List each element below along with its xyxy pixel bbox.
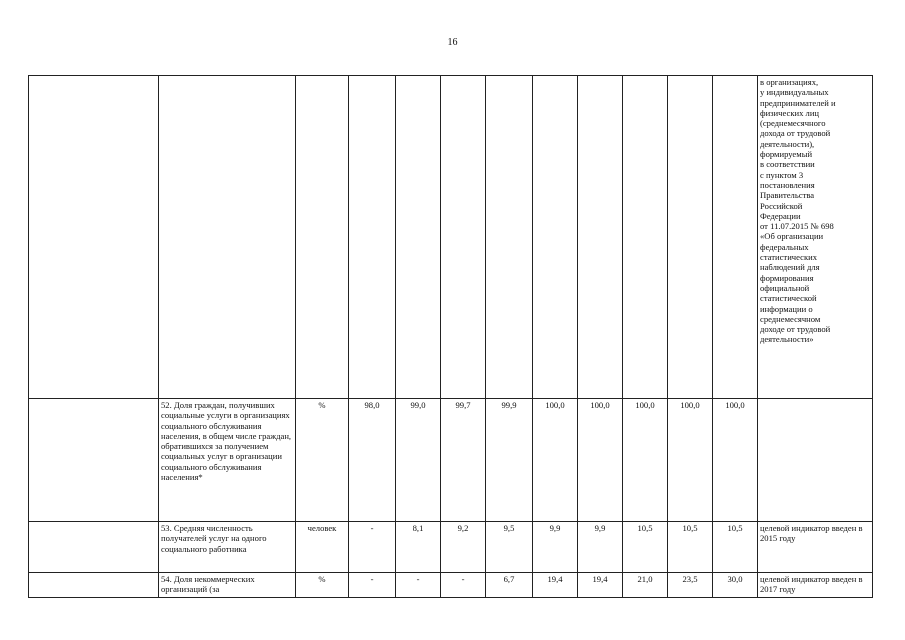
indicator-cell — [159, 76, 296, 399]
value-cell: 10,5 — [713, 522, 758, 573]
value-cell — [441, 76, 486, 399]
value-cell: - — [396, 573, 441, 598]
value-cell: 21,0 — [623, 573, 668, 598]
value-cell: 9,9 — [578, 522, 623, 573]
note-cell: целевой индикатор введен в 2015 году — [758, 522, 873, 573]
value-cell — [533, 76, 578, 399]
value-cell: - — [349, 573, 396, 598]
value-cell: 100,0 — [578, 399, 623, 522]
indicators-table — [28, 75, 873, 598]
value-cell: 9,5 — [486, 522, 533, 573]
note-cell — [758, 76, 873, 399]
section-cell — [29, 76, 159, 399]
value-cell — [349, 76, 396, 399]
value-cell: 99,0 — [396, 399, 441, 522]
value-cell: 6,7 — [486, 573, 533, 598]
value-cell: 9,9 — [533, 522, 578, 573]
value-cell: - — [441, 573, 486, 598]
value-cell: 30,0 — [713, 573, 758, 598]
value-cell: 19,4 — [578, 573, 623, 598]
value-cell: 8,1 — [396, 522, 441, 573]
value-cell: 19,4 — [533, 573, 578, 598]
unit-cell: человек — [296, 522, 349, 573]
value-cell: - — [349, 522, 396, 573]
table-row-54 — [29, 573, 873, 598]
value-cell: 10,5 — [668, 522, 713, 573]
note-text: в организациях, у индивидуальных предпринимателей и физических лиц (среднемесячного дохода от трудовой деятельности), формируемый в соответствии с пунктом 3 постановления Правительства Российской Федерации от 11.07.2015 № 698 «Об организации федеральных статистических наблюдений для формирования официальной статистической информации о среднемесячном доходе от трудовой деятельности» — [760, 77, 836, 345]
note-cell — [758, 399, 873, 522]
note-cell: целевой индикатор введен в 2017 году — [758, 573, 873, 598]
indicator-cell: 53. Средняя численность получателей услуг на одного социального работника — [159, 522, 296, 573]
section-cell — [29, 573, 159, 598]
value-cell — [578, 76, 623, 399]
value-cell — [668, 76, 713, 399]
indicator-cell: 54. Доля некоммерческих организаций (за — [159, 573, 296, 598]
value-cell — [486, 76, 533, 399]
value-cell — [713, 76, 758, 399]
value-cell — [396, 76, 441, 399]
table-row-53 — [29, 522, 873, 573]
value-cell: 99,7 — [441, 399, 486, 522]
value-cell: 99,9 — [486, 399, 533, 522]
unit-cell: % — [296, 573, 349, 598]
value-cell: 10,5 — [623, 522, 668, 573]
table-row-52 — [29, 399, 873, 522]
indicator-cell: 52. Доля граждан, получивших социальные услуги в организациях социального обслуживания населения, в общем числе граждан, обратившихся за получением социальных услуг в организации социального обслуживания населения* — [159, 399, 296, 522]
value-cell: 100,0 — [713, 399, 758, 522]
value-cell: 100,0 — [533, 399, 578, 522]
section-cell — [29, 399, 159, 522]
unit-cell — [296, 76, 349, 399]
value-cell: 9,2 — [441, 522, 486, 573]
value-cell: 100,0 — [668, 399, 713, 522]
unit-cell: % — [296, 399, 349, 522]
section-cell — [29, 522, 159, 573]
value-cell — [623, 76, 668, 399]
table-row-continued — [29, 76, 873, 399]
page-number: 16 — [447, 37, 458, 48]
value-cell: 23,5 — [668, 573, 713, 598]
value-cell: 100,0 — [623, 399, 668, 522]
value-cell: 98,0 — [349, 399, 396, 522]
